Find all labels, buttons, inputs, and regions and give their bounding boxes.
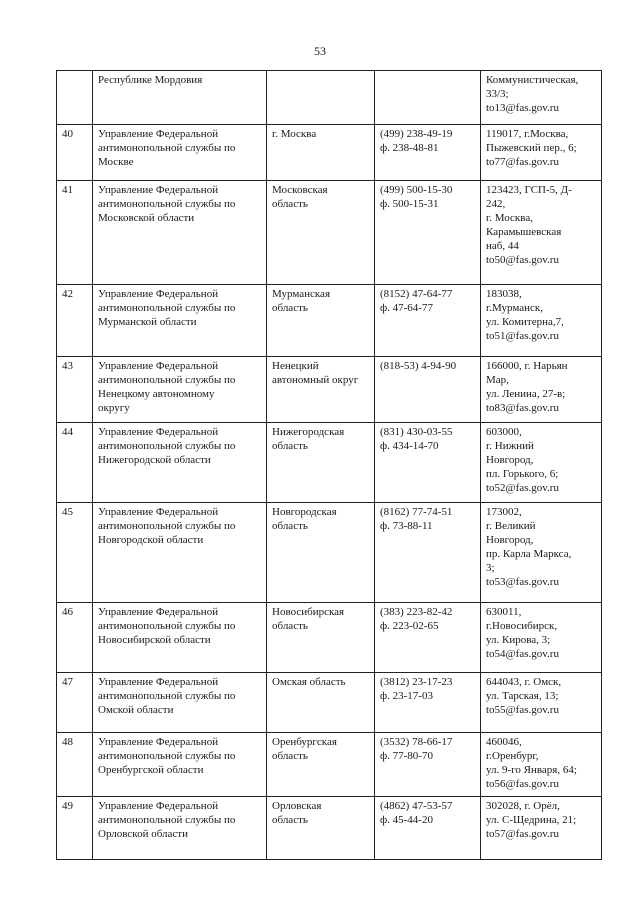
region-line: область [272,198,308,210]
address-line: 603000, [486,426,522,438]
phones-line: ф. 238-48-81 [380,142,439,154]
row-number-cell: 45 [57,503,93,603]
office-name-line: Республике Мордовия [98,74,203,86]
row-number-cell: 48 [57,733,93,797]
office-name-cell [93,181,267,285]
offices-table [56,70,602,860]
phones-line: (818-53) 4-94-90 [380,360,457,372]
phones-line: ф. 223-02-65 [380,620,439,632]
table-row [57,673,602,733]
office-name-line: антимонопольной службы по [98,750,236,762]
region-cell [267,357,375,423]
phones-line: (3532) 78-66-17 [380,736,453,748]
address-line: г.Мурманск, [486,302,543,314]
office-name-line: Новосибирской области [98,634,211,646]
address-cell [481,181,602,285]
region-cell [267,603,375,673]
office-name-line: Управление Федеральной [98,606,219,618]
address-line: to57@fas.gov.ru [486,828,559,840]
region-line: Ненецкий [272,360,319,372]
office-name-line: Новгородской области [98,534,204,546]
office-name-line: антимонопольной службы по [98,302,236,314]
region-line: область [272,814,308,826]
office-name-line: Управление Федеральной [98,736,219,748]
office-name-line: антимонопольной службы по [98,374,236,386]
region-line: Нижегородская [272,426,345,438]
phones-cell [375,673,481,733]
table-row [57,285,602,357]
office-name-line: Управление Федеральной [98,128,219,140]
region-line: Мурманская [272,288,330,300]
address-line: to56@fas.gov.ru [486,778,559,790]
table-row [57,797,602,860]
table-row [57,181,602,285]
office-name-line: Управление Федеральной [98,426,219,438]
region-line: Оренбургская [272,736,337,748]
offices-table-body [57,71,602,860]
address-line: ул. С-Щедрина, 21; [486,814,577,826]
office-name-line: Управление Федеральной [98,184,219,196]
office-name-line: Управление Федеральной [98,360,219,372]
table-row [57,603,602,673]
address-line: г. Москва, [486,212,533,224]
address-line: to54@fas.gov.ru [486,648,559,660]
address-line: ул. Ленина, 27-в; [486,388,566,400]
address-line: ул. 9-го Января, 64; [486,764,577,776]
region-line: г. Москва [272,128,317,140]
phones-line: ф. 77-80-70 [380,750,433,762]
phones-line: (831) 430-03-55 [380,426,453,438]
phones-cell [375,71,481,125]
phones-line: (8162) 77-74-51 [380,506,453,518]
region-line: область [272,520,308,532]
phones-cell [375,357,481,423]
table-row [57,357,602,423]
row-number-cell: 42 [57,285,93,357]
office-name-line: Оренбургской области [98,764,204,776]
office-name-line: Нижегородской области [98,454,211,466]
region-cell [267,733,375,797]
address-line: to55@fas.gov.ru [486,704,559,716]
row-number-cell: 44 [57,423,93,503]
office-name-cell [93,423,267,503]
office-name-line: антимонопольной службы по [98,620,236,632]
office-name-cell [93,733,267,797]
address-cell [481,423,602,503]
row-number-cell: 49 [57,797,93,860]
address-line: 183038, [486,288,522,300]
region-cell [267,71,375,125]
region-line: область [272,440,308,452]
address-line: to50@fas.gov.ru [486,254,559,266]
office-name-line: Орловской области [98,828,188,840]
phones-line: (499) 500-15-30 [380,184,453,196]
address-line: 242, [486,198,506,210]
phones-cell [375,125,481,181]
office-name-line: Ненецкому автономному [98,388,215,400]
address-line: г. Великий [486,520,536,532]
phones-cell [375,797,481,860]
phones-line: (8152) 47-64-77 [380,288,453,300]
table-row [57,71,602,125]
address-line: 644043, г. Омск, [486,676,562,688]
office-name-line: антимонопольной службы по [98,440,236,452]
address-line: 166000, г. Нарьян [486,360,568,372]
address-line: to52@fas.gov.ru [486,482,559,494]
table-row [57,423,602,503]
region-line: Омская область [272,676,346,688]
office-name-line: Московской области [98,212,195,224]
region-line: автономный округ [272,374,359,386]
address-line: 3; [486,562,495,574]
address-cell [481,503,602,603]
address-line: to13@fas.gov.ru [486,102,559,114]
region-cell [267,181,375,285]
phones-line: ф. 500-15-31 [380,198,439,210]
address-line: Пыжевский пер., 6; [486,142,577,154]
office-name-cell [93,503,267,603]
region-line: Новгородская [272,506,337,518]
region-line: Московская [272,184,328,196]
phones-line: ф. 73-88-11 [380,520,433,532]
row-number-cell: 47 [57,673,93,733]
office-name-line: Управление Федеральной [98,288,219,300]
office-name-line: округу [98,402,130,414]
address-line: ул. Кирова, 3; [486,634,551,646]
address-cell [481,673,602,733]
region-cell [267,285,375,357]
row-number-cell: 43 [57,357,93,423]
address-line: to83@fas.gov.ru [486,402,559,414]
office-name-line: Управление Федеральной [98,676,219,688]
address-line: Новгород, [486,454,534,466]
phones-line: ф. 47-64-77 [380,302,433,314]
office-name-line: Мурманской области [98,316,197,328]
address-cell [481,797,602,860]
office-name-cell [93,603,267,673]
region-line: Орловская [272,800,322,812]
address-line: 630011, [486,606,522,618]
row-number-cell: 40 [57,125,93,181]
address-line: наб, 44 [486,240,519,252]
address-cell [481,733,602,797]
address-line: ул. Тарская, 13; [486,690,559,702]
phones-line: (3812) 23-17-23 [380,676,453,688]
office-name-cell [93,285,267,357]
address-cell [481,125,602,181]
phones-line: (383) 223-82-42 [380,606,453,618]
phones-cell [375,603,481,673]
region-line: область [272,620,308,632]
address-line: to77@fas.gov.ru [486,156,559,168]
office-name-line: антимонопольной службы по [98,690,236,702]
region-cell [267,423,375,503]
address-line: пл. Горького, 6; [486,468,559,480]
phones-cell [375,181,481,285]
address-line: 302028, г. Орёл, [486,800,560,812]
page-number: 53 [314,44,326,58]
phones-cell [375,733,481,797]
region-line: область [272,750,308,762]
address-line: г.Новосибирск, [486,620,558,632]
region-line: область [272,302,308,314]
address-line: г.Оренбург, [486,750,539,762]
address-line: to51@fas.gov.ru [486,330,559,342]
address-line: пр. Карла Маркса, [486,548,572,560]
address-line: Карамышевская [486,226,562,238]
phones-cell [375,503,481,603]
phones-line: ф. 45-44-20 [380,814,433,826]
row-number-cell: 41 [57,181,93,285]
address-line: Коммунистическая, [486,74,579,86]
address-line: ул. Комитерна,7, [486,316,564,328]
address-line: to53@fas.gov.ru [486,576,559,588]
address-line: 123423, ГСП-5, Д- [486,184,572,196]
table-row [57,733,602,797]
address-cell [481,357,602,423]
office-name-line: антимонопольной службы по [98,520,236,532]
office-name-line: Москве [98,156,134,168]
phones-cell [375,285,481,357]
address-line: Новгород, [486,534,534,546]
row-number-cell: 46 [57,603,93,673]
office-name-cell [93,797,267,860]
office-name-line: антимонопольной службы по [98,198,236,210]
office-name-cell [93,357,267,423]
address-line: 460046, [486,736,522,748]
office-name-cell [93,673,267,733]
phones-line: (4862) 47-53-57 [380,800,453,812]
address-line: 33/3; [486,88,509,100]
address-line: г. Нижний [486,440,534,452]
office-name-line: Управление Федеральной [98,506,219,518]
office-name-line: Управление Федеральной [98,800,219,812]
phones-line: ф. 434-14-70 [380,440,439,452]
table-row [57,503,602,603]
row-number-cell [57,71,93,125]
office-name-line: антимонопольной службы по [98,814,236,826]
address-cell [481,603,602,673]
office-name-line: Омской области [98,704,174,716]
office-name-cell [93,125,267,181]
region-line: Новосибирская [272,606,345,618]
region-cell [267,673,375,733]
address-cell [481,71,602,125]
region-cell [267,125,375,181]
address-line: 173002, [486,506,522,518]
office-name-cell [93,71,267,125]
region-cell [267,797,375,860]
table-row [57,125,602,181]
phones-line: ф. 23-17-03 [380,690,433,702]
region-cell [267,503,375,603]
phones-cell [375,423,481,503]
address-line: 119017, г.Москва, [486,128,569,140]
phones-line: (499) 238-49-19 [380,128,453,140]
address-cell [481,285,602,357]
address-line: Мар, [486,374,509,386]
office-name-line: антимонопольной службы по [98,142,236,154]
